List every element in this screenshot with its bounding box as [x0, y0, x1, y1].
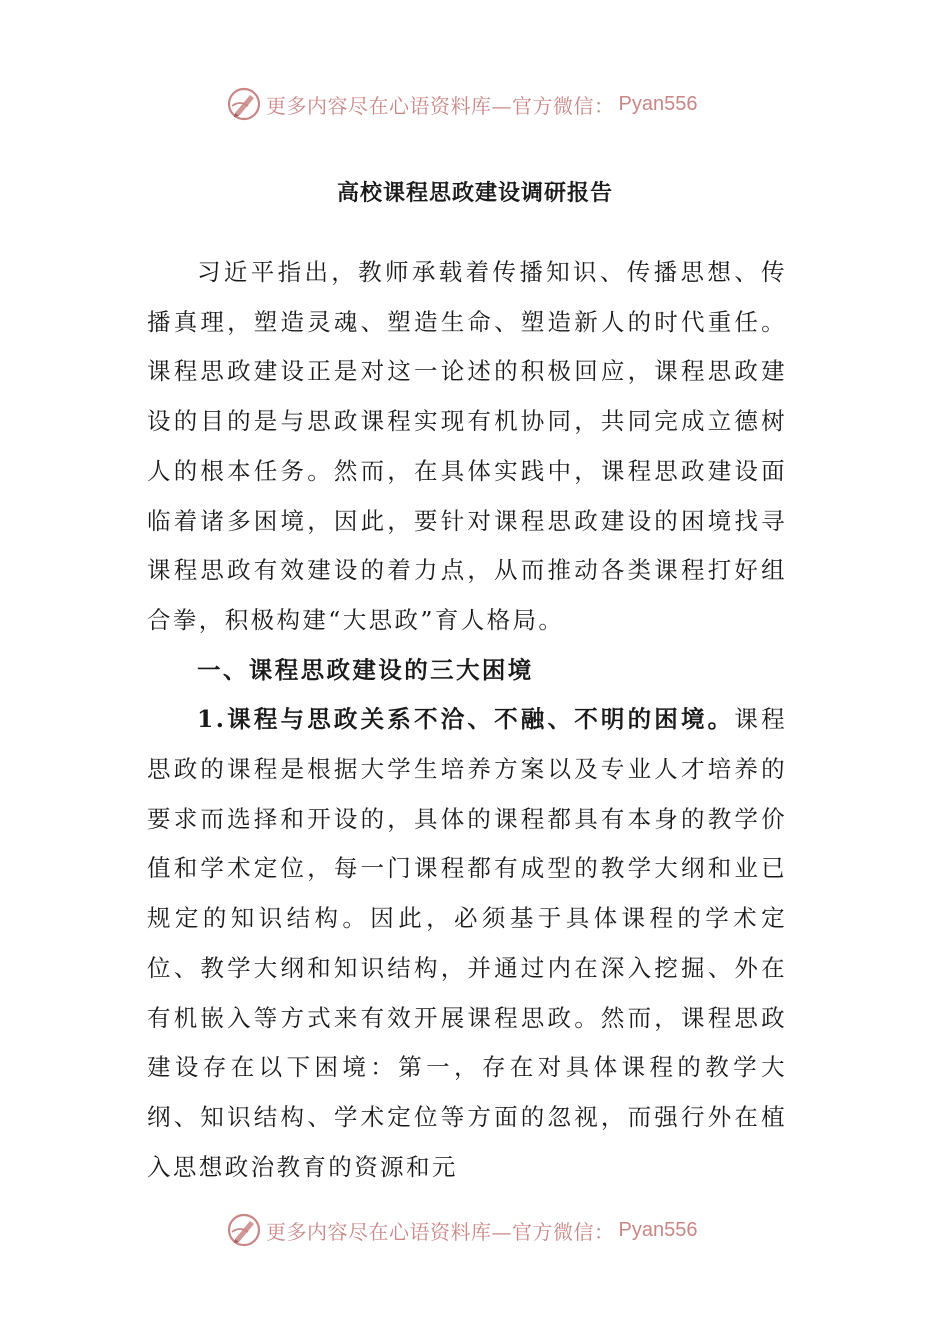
watermark-header	[226, 84, 697, 124]
watermark-footer	[226, 1210, 697, 1250]
document-title: 高校课程思政建设调研报告	[336, 180, 613, 206]
point-lead: 1.课程与思政关系不洽、不融、不明的困境。	[197, 705, 735, 734]
pen-logo-icon	[226, 86, 262, 122]
watermark-text: 更多内容尽在心语资料库—官方微信：	[266, 93, 615, 118]
watermark-text: 更多内容尽在心语资料库—官方微信：	[266, 1219, 615, 1244]
watermark-wechat-id: Pyan556	[618, 1218, 698, 1241]
intro-paragraph: 习近平指出，教师承载着传播知识、传播思想、传播真理，塑造灵魂、塑造生命、塑造新人的时代重任。课程思政建设正是对这一论述的积极回应，课程思政建设的目的是与思政课程实现有机协同，共同完成立德树人的根本任务。然而，在具体实践中，课程思政建设面临着诸多困境，因此，要针对课程思政建设的困境找寻课程思政有效建设的着力点，从而推动各类课程打好组合拳，积极构建“大思政”育人格局。	[147, 258, 787, 634]
point-paragraph	[147, 695, 787, 1192]
pen-logo-icon	[226, 1212, 262, 1248]
watermark-wechat-id: Pyan556	[618, 92, 698, 115]
point-body: 课程思政的课程是根据大学生培养方案以及专业人才培养的要求而选择和开设的，具体的课程都具有本身的教学价值和学术定位，每一门课程都有成型的教学大纲和业已规定的知识结构。因此，必须基于具体课程的学术定位、教学大纲和知识结构，并通过内在深入挖掘、外在有机嵌入等方式来有效开展课程思政。然而，课程思政建设存在以下困境：第一，存在对具体课程的教学大纲、知识结构、学术定位等方面的忽视，而强行外在植入思想政治教育的资源和元	[147, 705, 787, 1181]
section-heading: 一、课程思政建设的三大困境	[197, 655, 534, 684]
document-body	[147, 248, 787, 1192]
